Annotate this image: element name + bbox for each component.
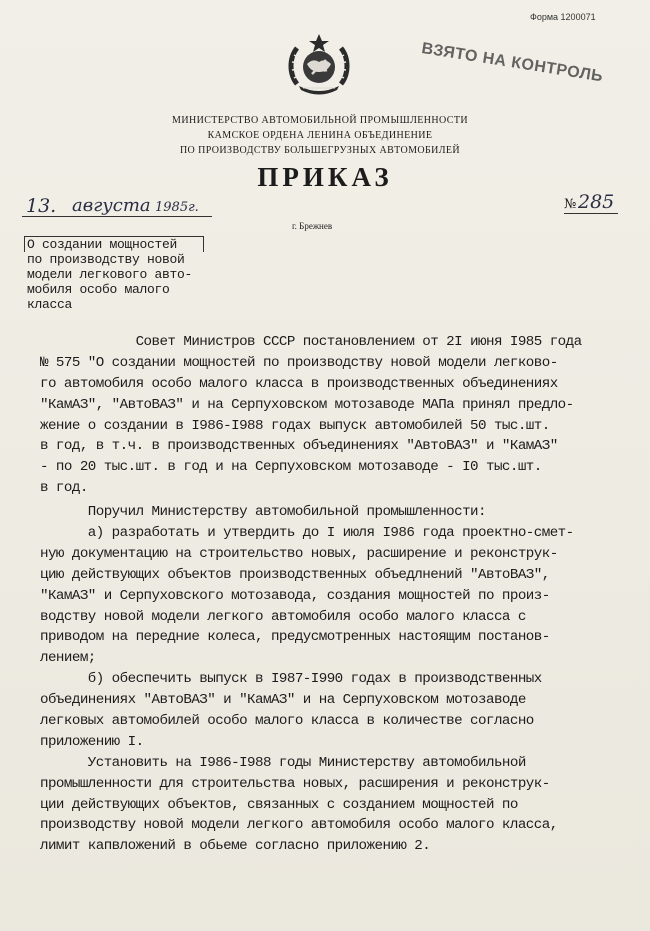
number-sign: №: [564, 197, 577, 212]
body-line: жение о создании в I986-I988 годах выпуск автомобилей 50 тыс.шт.: [40, 417, 550, 434]
body-line: водству новой модели легкого автомобиля особо малого класса с: [40, 608, 526, 625]
order-number: [564, 193, 622, 215]
body-line: Совет Министров СССР постановлением от 2I июня I985 года: [40, 334, 582, 350]
city: г. Брежнев: [292, 221, 333, 231]
state-emblem-icon: [283, 28, 355, 100]
date-underline: [22, 216, 212, 217]
body-line: в год, в т.ч. в производственных объединениях "АвтоВАЗ" и "КамАЗ": [40, 438, 558, 455]
body-line: в год.: [40, 480, 88, 497]
body-line: го автомобиля особо малого класса в производственных объединениях: [40, 375, 558, 392]
ministry-line: ПО ПРОИЗВОДСТВУ БОЛЬШЕГРУЗНЫХ АВТОМОБИЛЕЙ: [179, 145, 461, 156]
body-line: лимит капвложений в обьеме согласно приложению 2.: [40, 838, 431, 855]
ministry-line: МИНИСТЕРСТВО АВТОМОБИЛЬНОЙ ПРОМЫШЛЕННОСТИ: [172, 115, 468, 126]
body-line: цию действующих объектов производственных объедлнений "АвтоВАЗ",: [40, 566, 550, 583]
body-line: лением;: [40, 650, 96, 667]
number-underline: [564, 213, 618, 214]
body-line: Поручил Министерству автомобильной промышленности:: [40, 504, 486, 521]
subject-line: модели легкового авто-: [27, 267, 193, 282]
date-year: 1985г.: [155, 200, 199, 215]
body-line: производству новой модели легкого автомобиля особо малого класса,: [40, 817, 558, 834]
ministry-line: КАМСКОЕ ОРДЕНА ЛЕНИНА ОБЪЕДИНЕНИЕ: [207, 130, 433, 141]
body-line: "КамАЗ" и Серпуховского мотозавода, создания мощностей по произ-: [40, 587, 550, 604]
control-stamp: ВЗЯТО НА КОНТРОЛЬ: [420, 40, 605, 86]
body-line: Установить на I986-I988 годы Министерству автомобильной: [40, 754, 526, 771]
subject-line: по производству новой: [27, 252, 185, 267]
document-title: ПРИКАЗ: [257, 162, 393, 192]
body-line: № 575 "О создании мощностей по производству новой модели легково-: [40, 354, 558, 371]
body-line: - по 20 тыс.шт. в год и на Серпуховском мотозаводе - I0 тыс.шт.: [40, 459, 542, 476]
body-line: а) разработать и утвердить до I июля I986 года проектно-смет-: [40, 525, 574, 542]
date-month: августа: [72, 195, 151, 216]
form-number: Форма 1200071: [530, 12, 596, 22]
body-line: б) обеспечить выпуск в I987-I990 годах в производственных: [40, 671, 542, 688]
subject-line: О создании мощностей: [27, 237, 178, 252]
body-line: "КамАЗ", "АвтоВАЗ" и на Серпуховском мотозаводе МАПа принял предло-: [40, 396, 574, 413]
date-day: 13.: [26, 195, 57, 217]
body-line: приложению I.: [40, 733, 144, 750]
body-line: объединениях "АвтоВАЗ" и "КамАЗ" и на Серпуховском мотозаводе: [40, 692, 526, 709]
subject-line: класса: [27, 297, 73, 312]
number-value: 285: [578, 191, 615, 213]
order-body: [40, 332, 630, 857]
body-line: легковых автомобилей особо малого класса в количестве согласно: [40, 713, 534, 730]
body-line: ции действующих объектов, связанных с созданием мощностей по: [40, 796, 518, 813]
body-line: приводом на передние колеса, предусмотренных настоящим постанов-: [40, 629, 550, 646]
ministry-header: [120, 113, 520, 158]
order-subject: [27, 237, 232, 312]
order-date: [22, 197, 210, 217]
body-line: промышленности для строительства новых, расширения и реконструк-: [40, 775, 550, 792]
body-line: ную документацию на строительство новых, расширение и реконструк-: [40, 545, 558, 562]
subject-line: мобиля особо малого: [27, 282, 170, 297]
